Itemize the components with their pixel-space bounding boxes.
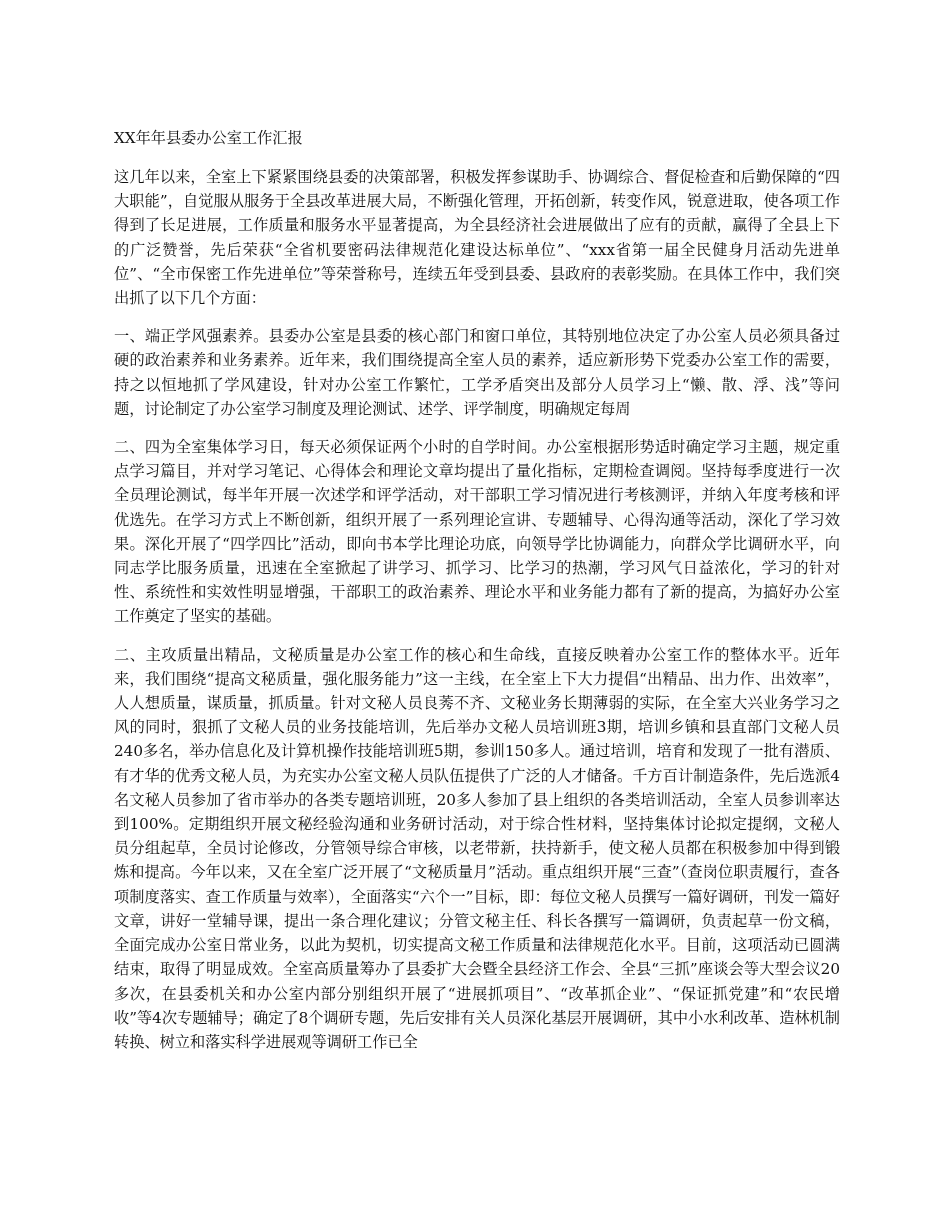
document-title: XX年年县委办公室工作汇报 xyxy=(114,129,303,147)
paragraph-section-2: 二、主攻质量出精品，文秘质量是办公室工作的核心和生命线，直接反映着办公室工作的整体水平。近年来，我们围绕“提高文秘质量，强化服务能力”这一主线，在全室上下大力提倡“出精品、出力作、出效率”，人人想质量，谋质量，抓质量。针对文秘人员良莠不齐、文秘业务长期薄弱的实际，在全室大兴业务学习之风的同时，狠抓了文秘人员的业务技能培训，先后举办文秘人员培训班3期，培训乡镇和县直部门文秘人员240多名，举办信息化及计算机操作技能培训班5期，参训150多人。通过培训，培育和发现了一批有潜质、有才华的优秀文秘人员，为充实办公室文秘人员队伍提供了广泛的人才储备。千方百计制造条件，先后选派4名文秘人员参加了省市举办的各类专题培训班，20多人参加了县上组织的各类培训活动，全室人员参训率达到100%。定期组织开展文秘经验沟通和业务研讨活动，对于综合性材料，坚持集体讨论拟定提纲，文秘人员分组起草，全员讨论修改，分管领导综合审核，以老带新，扶持新手，使文秘人员都在积极参加中得到锻炼和提高。今年以来，又在全室广泛开展了“文秘质量月”活动。重点组织开展“三查”（查岗位职责履行，查各项制度落实、查工作质量与效率），全面落实“六个一”目标，即：每位文秘人员撰写一篇好调研，刊发一篇好文章，讲好一堂辅导课，提出一条合理化建议；分管文秘主任、科长各撰写一篇调研，负责起草一份文稿，全面完成办公室日常业务，以此为契机，切实提高文秘工作质量和法律规范化水平。目前，这项活动已圆满结束，取得了明显成效。全室高质量筹办了县委扩大会暨全县经济工作会、全县“三抓”座谈会等大型会议20多次，在县委机关和办公室内部分别组织开展了“进展抓项目”、“改革抓企业”、“保证抓党建”和“农民增收”等4次专题辅导；确定了8个调研专题，先后安排有关人员深化基层开展调研，其中小水利改革、造林机制转换、树立和落实科学进展观等调研工作已全 xyxy=(114,645,840,1051)
paragraph-intro: 这几年以来，全室上下紧紧围绕县委的决策部署，积极发挥参谋助手、协调综合、督促检查和后勤保障的“四大职能”，自觉服从服务于全县改革进展大局，不断强化管理，开拓创新，转变作风，锐意进取，使各项工作得到了长足进展，工作质量和服务水平显著提高，为全县经济社会进展做出了应有的贡献，赢得了全县上下的广泛赞誉，先后荣获“全省机要密码法律规范化建设达标单位”、“xxx省第一届全民健身月活动先进单位”、“全市保密工作先进单位”等荣誉称号，连续五年受到县委、县政府的表彰奖励。在具体工作中，我们突出抓了以下几个方面： xyxy=(114,168,840,308)
paragraph-section-1-cont: 二、四为全室集体学习日，每天必须保证两个小时的自学时间。办公室根据形势适时确定学习主题，规定重点学习篇目，并对学习笔记、心得体会和理论文章均提出了量化指标，定期检查调阅。坚持每季度进行一次全员理论测试，每半年开展一次述学和评学活动，对干部职工学习情况进行考核测评，并纳入年度考核和评优选先。在学习方式上不断创新，组织开展了一系列理论宣讲、专题辅导、心得沟通等活动，深化了学习效果。深化开展了“四学四比”活动，即向书本学比理论功底，向领导学比协调能力，向群众学比调研水平，向同志学比服务质量，迅速在全室掀起了讲学习、抓学习、比学习的热潮，学习风气日益浓化，学习的针对性、系统性和实效性明显增强，干部职工的政治素养、理论水平和业务能力都有了新的提高，为搞好办公室工作奠定了坚实的基础。 xyxy=(114,438,840,626)
document-page xyxy=(114,126,840,1068)
paragraph-section-1: 一、端正学风强素养。县委办公室是县委的核心部门和窗口单位，其特别地位决定了办公室人员必须具备过硬的政治素养和业务素养。近年来，我们围绕提高全室人员的素养，适应新形势下党委办公室工作的需要，持之以恒地抓了学风建设，针对办公室工作繁忙，工学矛盾突出及部分人员学习上“懒、散、浮、浅”等问题，讨论制定了办公室学习制度及理论测试、述学、评学制度，明确规定每周 xyxy=(114,327,840,418)
